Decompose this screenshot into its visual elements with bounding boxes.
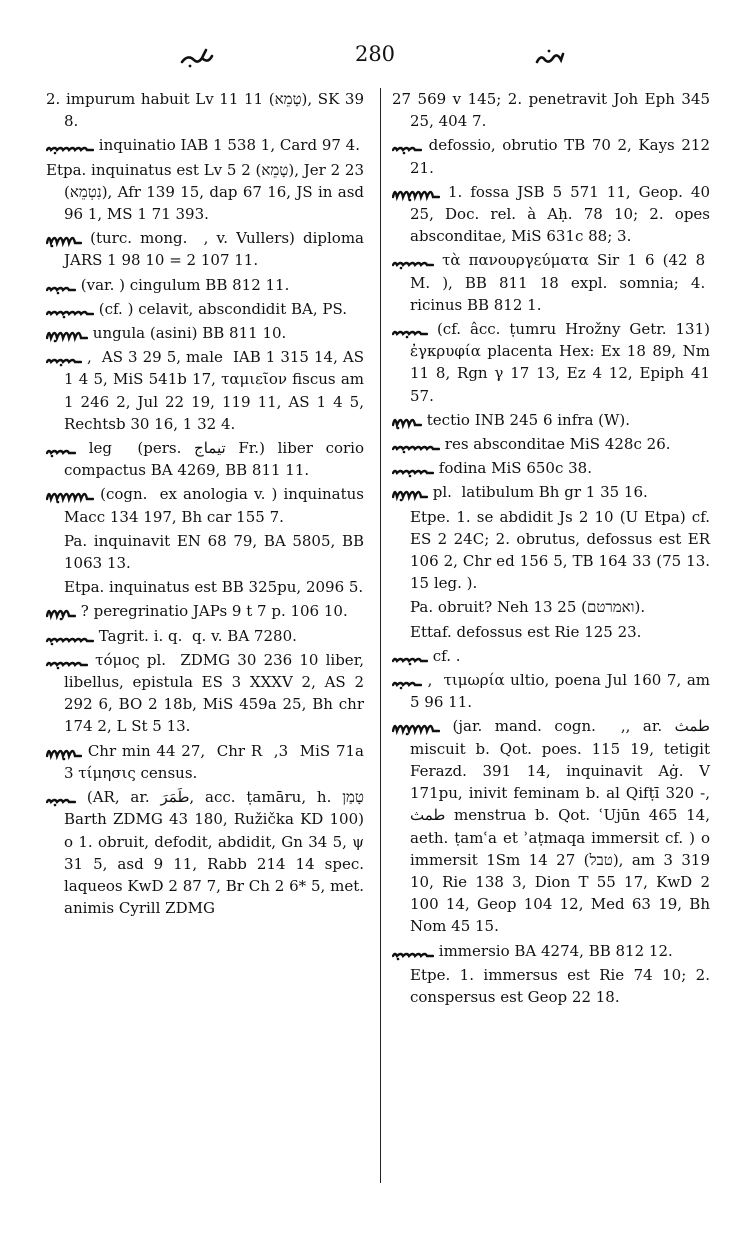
syriac-lemma-icon xyxy=(392,137,422,155)
left-entry-text: (cogn. ex anologia v. ‏) inquinatus Macc 134 197, Bh car 155 7. xyxy=(64,485,364,526)
left-entry-text: Etpa. inquinatus est Lv 5 2 (טָמֵא), Jer 2 23 (נִטְמֵא), Afr 139 15, dap 67 16, JS in asd 96 1, MS 1 71 393. xyxy=(46,160,364,224)
syriac-lemma-icon xyxy=(46,301,94,319)
column-divider xyxy=(380,88,381,1183)
left-entry xyxy=(46,649,364,738)
left-entry-text: τόμος pl. ZDMG 30 236 10 liber, libellus, epistula ES 3 XXXV 2, AS 2 292 6, BO 2 18b, MiS 459a 25, Bh chr 174 2, L St 5 13. xyxy=(64,650,364,736)
left-entry xyxy=(46,600,364,622)
right-entry xyxy=(392,481,710,503)
syriac-lemma-icon xyxy=(392,412,422,430)
right-entry xyxy=(392,596,710,618)
left-entry-text: ungula (asini) BB 811 10. xyxy=(92,324,287,343)
right-entry xyxy=(392,249,710,316)
left-entry xyxy=(46,298,364,320)
syriac-lemma-icon xyxy=(46,628,94,646)
left-entry xyxy=(46,227,364,271)
right-column xyxy=(392,88,710,1010)
syriac-lemma-icon xyxy=(392,436,440,454)
right-entry-text: tectio INB 245 6 infra (W). xyxy=(426,410,631,429)
syriac-lemma-icon xyxy=(392,484,428,502)
left-entry xyxy=(46,88,364,132)
right-entry xyxy=(392,964,710,1008)
syriac-lemma-icon xyxy=(392,184,440,202)
left-entry xyxy=(46,322,364,344)
right-entry-text: immersio BA 4274, BB 812 12. xyxy=(438,941,673,960)
left-entry-text: Chr min 44 27, Chr R ‏ 3, MiS 71a 3 τίμησις census. xyxy=(64,741,364,782)
left-entry-text: (AR, ar. طَمَرَ, acc. ṭamāru, h. טָמַן Barth ZDMG 43 180, Ružička KD 100) o 1. obruit, defodit, abdidit, Gn 34 5, ψ 31 5, asd 9 11, Rabb 214 14 spec. laqueos KwD 2 87 7, Br Ch 2 6* 5, met. animis Cyrill ZDMG xyxy=(64,788,364,918)
right-entry-text: res absconditae MiS 428c 26. xyxy=(444,435,671,454)
right-entry-text: defossio, obrutio TB 70 2, Kays 212 21. xyxy=(410,136,710,177)
page-header xyxy=(40,40,710,76)
left-column xyxy=(46,88,364,921)
right-entry xyxy=(392,134,710,178)
syriac-lemma-icon xyxy=(46,440,76,458)
syriac-headword-right-icon xyxy=(535,48,565,68)
syriac-lemma-icon xyxy=(46,603,76,621)
right-entry xyxy=(392,409,710,431)
right-entry xyxy=(392,318,710,407)
right-entry-text: (cf. âcc. ṭumru Hrožny Getr. 131) ἐγκρυφία placenta Hex: Ex 18 89, Nm 11 8, Rgn γ 17 13, Ez 4 12, Epiph 41 57. xyxy=(410,320,710,405)
right-entry-text: fodina MiS 650c 38. xyxy=(438,459,592,478)
left-entry xyxy=(46,274,364,296)
right-entry xyxy=(392,457,710,479)
left-entry xyxy=(46,159,364,226)
right-entry-text: Ettaf. defossus est Rie 125 23. xyxy=(410,622,642,641)
left-entry xyxy=(46,134,364,156)
syriac-lemma-icon xyxy=(46,349,82,367)
left-entry-text: inquinatio IAB 1 538 1, Card 97 4. xyxy=(98,136,360,155)
right-entry xyxy=(392,715,710,937)
left-entry-text: Etpa. inquinatus est BB 325pu, 2096 5. xyxy=(64,578,364,597)
right-entry-text: 27 569 v 145; 2. penetravit Joh Eph 345 25, 404 7. xyxy=(392,90,710,131)
left-entry xyxy=(46,625,364,647)
right-entry-text: Pa. obruit? Neh 13 25 (ואמרטם). xyxy=(410,598,646,617)
right-entry-text: , τιμωρία ultio, poena Jul 160 7, am 5 96 11. xyxy=(410,671,710,712)
left-entry xyxy=(46,740,364,784)
right-entry-text: τὰ πανουργεύματα Sir 1 6 (42 8 M. ‏), BB 811 18 expl. somnia; 4. ricinus BB 812 1. xyxy=(410,251,706,314)
right-entry xyxy=(392,645,710,667)
left-entry-text: (turc. mong. ‏, ‏ v. Vullers) diploma JARS 1 98 10 = 2 107 11. xyxy=(64,229,364,270)
left-entry-text: (var. ‏) cingulum BB 812 11. xyxy=(80,275,290,294)
syriac-lemma-icon xyxy=(392,943,434,961)
right-entry xyxy=(392,181,710,248)
right-entry-text: 1. fossa JSB 5 571 11, Geop. 40 25, Doc. rel. à Aḥ. 78 10; 2. opes absconditae, MiS 631c 88; 3. xyxy=(410,182,710,246)
left-entry-text: Tagrit. i. q. q. v. BA 7280. xyxy=(98,626,297,645)
syriac-lemma-icon xyxy=(392,718,440,736)
left-entry-text: Pa. inquinavit EN 68 79, BA 5805, BB 1063 13. xyxy=(64,531,364,573)
right-entry-text: pl. latibulum Bh gr 1 35 16. xyxy=(432,483,648,502)
left-entry-text: ? peregrinatio JAPs 9 t 7 p. 106 10. xyxy=(80,602,348,621)
left-entry-text: , AS 3 29 5, male IAB 1 315 14, AS 1 4 5, MiS 541b 17, ταμιεῖον fiscus am 1 246 2, Jul 22 19, 119 11, AS 1 4 5, Rechtsb 30 16, 1 32 4. xyxy=(64,348,364,433)
right-entry xyxy=(392,621,710,643)
right-entry-text: Etpe. 1. se abdidit Js 2 10 (U Etpa) cf. ES 2 24C; 2. obrutus, defossus est ER 106 2, Chr ed 156 5, TB 164 33 (75 13. 15 leg. ‏). xyxy=(410,507,710,593)
left-entry xyxy=(46,346,364,435)
syriac-lemma-icon xyxy=(46,789,76,807)
syriac-lemma-icon xyxy=(46,325,88,343)
left-entry xyxy=(46,437,364,481)
syriac-lemma-icon xyxy=(46,486,94,504)
left-entry xyxy=(46,530,364,574)
syriac-lemma-icon xyxy=(46,652,88,670)
syriac-headword-left-icon xyxy=(180,46,214,68)
right-entry xyxy=(392,506,710,595)
left-entry-text: 2. impurum habuit Lv 11 11 (טָמֵא), SK 39 8. xyxy=(46,90,364,131)
syriac-lemma-icon xyxy=(392,252,434,270)
syriac-lemma-icon xyxy=(46,137,94,155)
syriac-lemma-icon xyxy=(392,648,428,666)
page-number: 280 xyxy=(354,42,396,66)
right-entry-text: cf. ‏. xyxy=(432,646,461,665)
left-entry-text: (cf. ‏) celavit, abscondidit BA, PS. xyxy=(98,299,347,318)
right-entry-text: (jar. mand. cogn. ‏, ‏, ar. طمث miscuit b. Qot. poes. 115 19, tetigit Ferazd. 391 14, inquinavit Aġ. V 171pu, inivit feminam b. al Qifṭī 320 -, طمث menstrua b. Qot. ʿUjūn 465 14, aeth. ṭamʿa et ʾaṭmaqa immersit cf. ‏) o immersit 1Sm 14 27 (טבל), am 3 319 10, Rie 138 3, Dion T 55 17, KwD 2 100 14, Geop 104 12, Med 63 19, Bh Nom 45 15. xyxy=(410,717,711,936)
left-entry xyxy=(46,786,364,919)
syriac-lemma-icon xyxy=(392,321,428,339)
right-entry xyxy=(392,88,710,132)
left-entry xyxy=(46,576,364,598)
right-entry xyxy=(392,669,710,713)
right-entry xyxy=(392,433,710,455)
syriac-lemma-icon xyxy=(46,230,82,248)
syriac-lemma-icon xyxy=(392,460,434,478)
right-entry-text: Etpe. 1. immersus est Rie 74 10; 2. conspersus est Geop 22 18. xyxy=(410,965,710,1006)
syriac-lemma-icon xyxy=(46,277,76,295)
left-entry-text: leg (pers. تيماج Fr.) liber corio compactus BA 4269, BB 811 11. xyxy=(64,439,364,480)
left-entry xyxy=(46,483,364,527)
right-entry xyxy=(392,940,710,962)
syriac-lemma-icon xyxy=(392,672,422,690)
syriac-lemma-icon xyxy=(46,743,82,761)
